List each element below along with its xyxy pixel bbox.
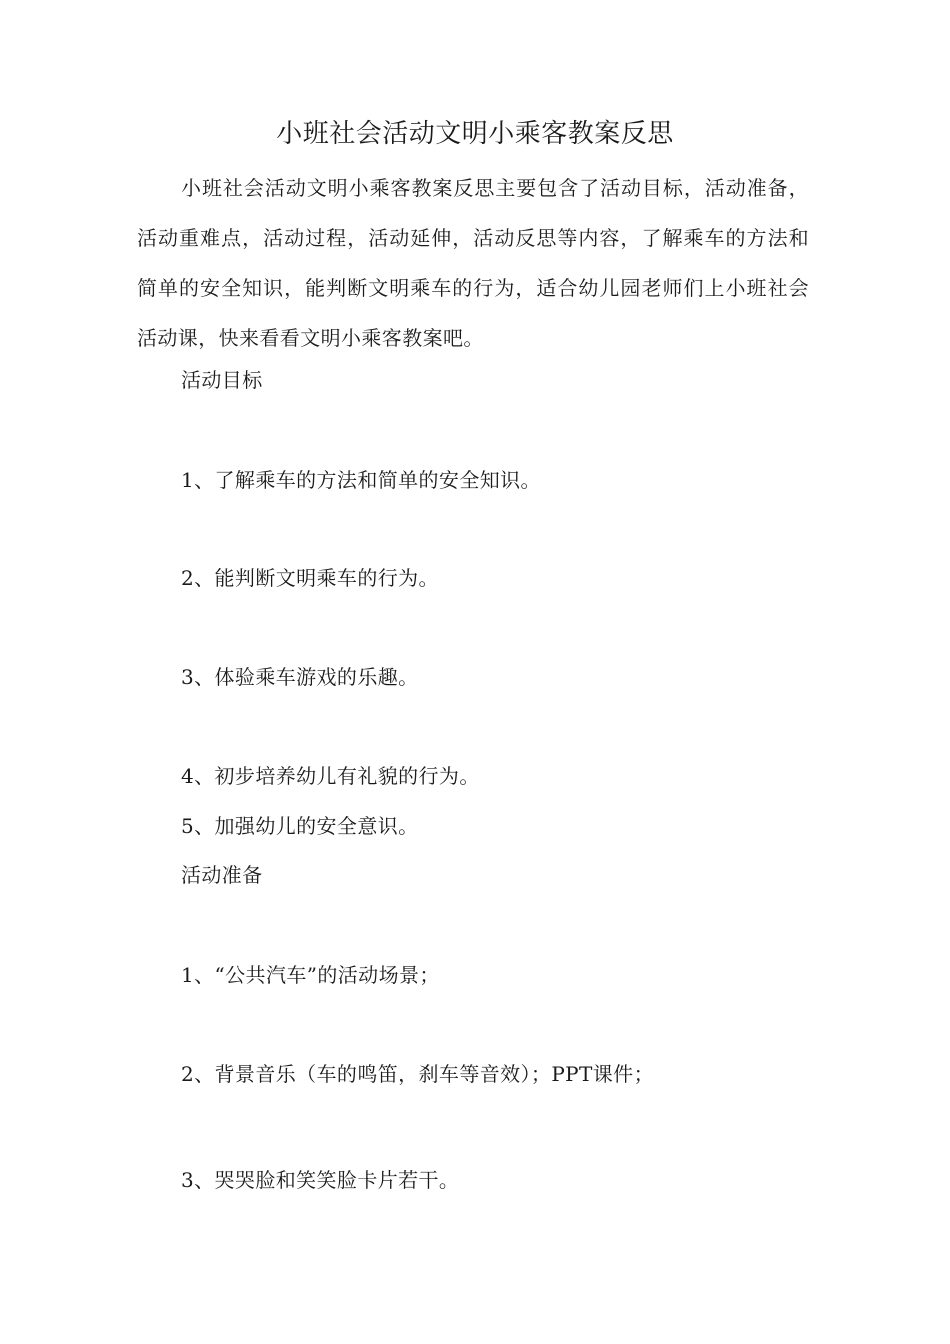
preparation-item-1: 1、“公共汽车”的活动场景； bbox=[181, 963, 440, 987]
goal-item-5: 5、加强幼儿的安全意识。 bbox=[181, 814, 419, 838]
goal-item-1: 1、了解乘车的方法和简单的安全知识。 bbox=[181, 468, 541, 492]
preparation-heading: 活动准备 bbox=[181, 863, 263, 887]
goals-heading: 活动目标 bbox=[181, 368, 263, 392]
goal-item-4: 4、初步培养幼儿有礼貌的行为。 bbox=[181, 764, 480, 788]
intro-paragraph: 小班社会活动文明小乘客教案反思主要包含了活动目标，活动准备，活动重难点，活动过程，活动延伸，活动反思等内容，了解乘车的方法和简单的安全知识，能判断文明乘车的行为，适合幼儿园老师们上小班社会活动课，快来看看文明小乘客教案吧。 bbox=[137, 176, 809, 350]
preparation-item-3: 3、哭哭脸和笑笑脸卡片若干。 bbox=[181, 1168, 460, 1192]
goal-item-2: 2、能判断文明乘车的行为。 bbox=[181, 566, 439, 590]
goal-item-3: 3、体验乘车游戏的乐趣。 bbox=[181, 665, 419, 689]
document-title: 小班社会活动文明小乘客教案反思 bbox=[276, 119, 674, 149]
preparation-item-2: 2、背景音乐（车的鸣笛，刹车等音效）；PPT课件； bbox=[181, 1062, 654, 1086]
